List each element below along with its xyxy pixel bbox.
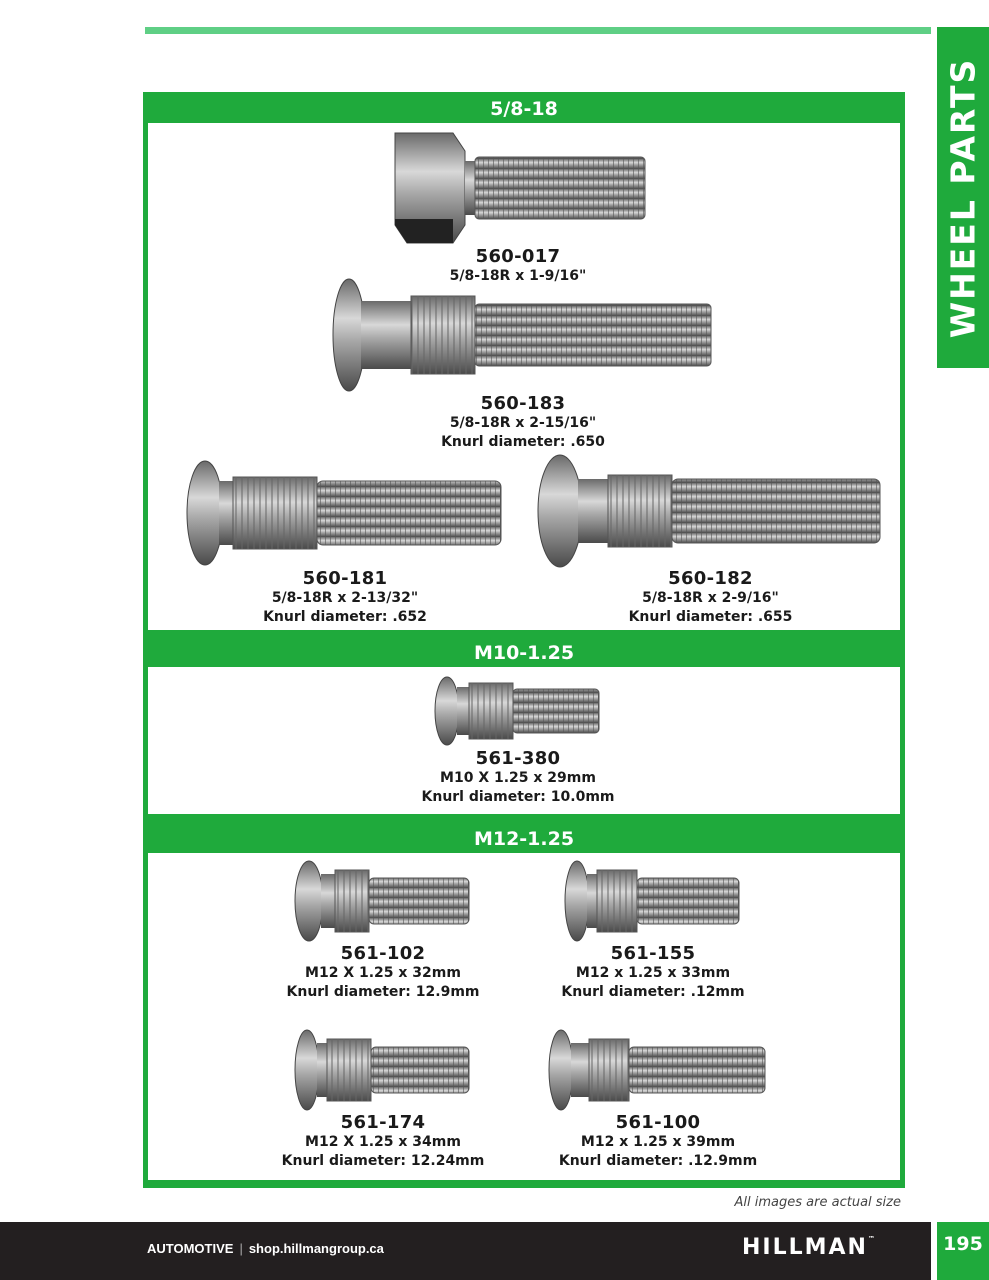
part-number: 561-174 [340, 1112, 426, 1133]
part-spec: 5/8-18R x 1-9/16" [449, 268, 587, 284]
lug-nut-stud-image [383, 129, 653, 247]
top-rule [145, 27, 931, 34]
part-spec: M12 X 1.25 x 32mm [305, 965, 461, 981]
wheel-stud-image [185, 457, 505, 569]
part-spec: 5/8-18R x 2-15/16" [449, 415, 597, 431]
section-m12-1-25 [143, 822, 905, 1188]
section-body [148, 123, 900, 630]
section-5-8-18 [143, 92, 905, 638]
hillman-logo [742, 1235, 875, 1260]
footer-separator: | [239, 1241, 243, 1256]
part-number: 561-102 [340, 943, 426, 964]
part-spec: M10 X 1.25 x 29mm [440, 770, 596, 786]
part-number: 560-181 [302, 568, 388, 589]
part-number: 561-380 [475, 748, 561, 769]
image-size-caption: All images are actual size [734, 1195, 901, 1210]
knurl-diameter: Knurl diameter: 10.0mm [421, 789, 615, 805]
product-561-100 [543, 1027, 773, 1171]
section-tab-label: WHEEL PARTS [943, 57, 983, 338]
trademark-symbol: ™ [867, 1235, 875, 1243]
brand-name: HILLMAN [742, 1235, 868, 1260]
product-560-183 [328, 276, 718, 452]
wheel-stud-image [293, 858, 473, 944]
part-spec: 5/8-18R x 2-9/16" [642, 590, 779, 606]
part-spec: 5/8-18R x 2-13/32" [271, 590, 419, 606]
part-spec: M12 X 1.25 x 34mm [305, 1134, 461, 1150]
product-560-181 [180, 457, 510, 627]
footer [0, 1222, 931, 1280]
wheel-stud-image [331, 276, 715, 394]
part-number: 561-100 [615, 1112, 701, 1133]
footer-left [147, 1241, 384, 1256]
product-561-174 [278, 1027, 488, 1171]
wheel-stud-image [433, 673, 603, 749]
product-560-182 [533, 453, 888, 627]
section-body [148, 667, 900, 814]
part-number: 560-017 [475, 246, 561, 267]
section-tab [937, 27, 989, 368]
part-spec: M12 x 1.25 x 39mm [580, 1134, 736, 1150]
product-561-380 [378, 673, 658, 807]
wheel-stud-image [563, 858, 743, 944]
section-body [148, 853, 900, 1180]
wheel-stud-image [547, 1027, 769, 1113]
knurl-diameter: Knurl diameter: .650 [441, 434, 605, 450]
part-number: 561-155 [610, 943, 696, 964]
knurl-diameter: Knurl diameter: .12mm [561, 984, 745, 1000]
wheel-stud-image [293, 1027, 473, 1113]
knurl-diameter: Knurl diameter: .655 [628, 609, 793, 625]
footer-category: AUTOMOTIVE [147, 1241, 234, 1256]
part-spec: M12 x 1.25 x 33mm [575, 965, 731, 981]
knurl-diameter: Knurl diameter: 12.24mm [281, 1153, 485, 1169]
section-m10-1-25 [143, 636, 905, 822]
part-number: 560-182 [668, 568, 753, 589]
section-title: 5/8-18 [490, 98, 558, 120]
footer-url[interactable]: shop.hillmangroup.ca [248, 1241, 384, 1256]
product-561-102 [278, 858, 488, 1002]
wheel-stud-image [536, 453, 886, 569]
product-560-017 [368, 129, 668, 286]
section-title: M12-1.25 [473, 828, 575, 850]
page-number: 195 [943, 1233, 983, 1255]
product-561-155 [548, 858, 758, 1002]
section-title: M10-1.25 [473, 642, 575, 664]
knurl-diameter: Knurl diameter: 12.9mm [286, 984, 480, 1000]
part-number: 560-183 [480, 393, 566, 414]
knurl-diameter: Knurl diameter: .12.9mm [558, 1153, 758, 1169]
page-number-box [937, 1222, 989, 1280]
knurl-diameter: Knurl diameter: .652 [263, 609, 427, 625]
